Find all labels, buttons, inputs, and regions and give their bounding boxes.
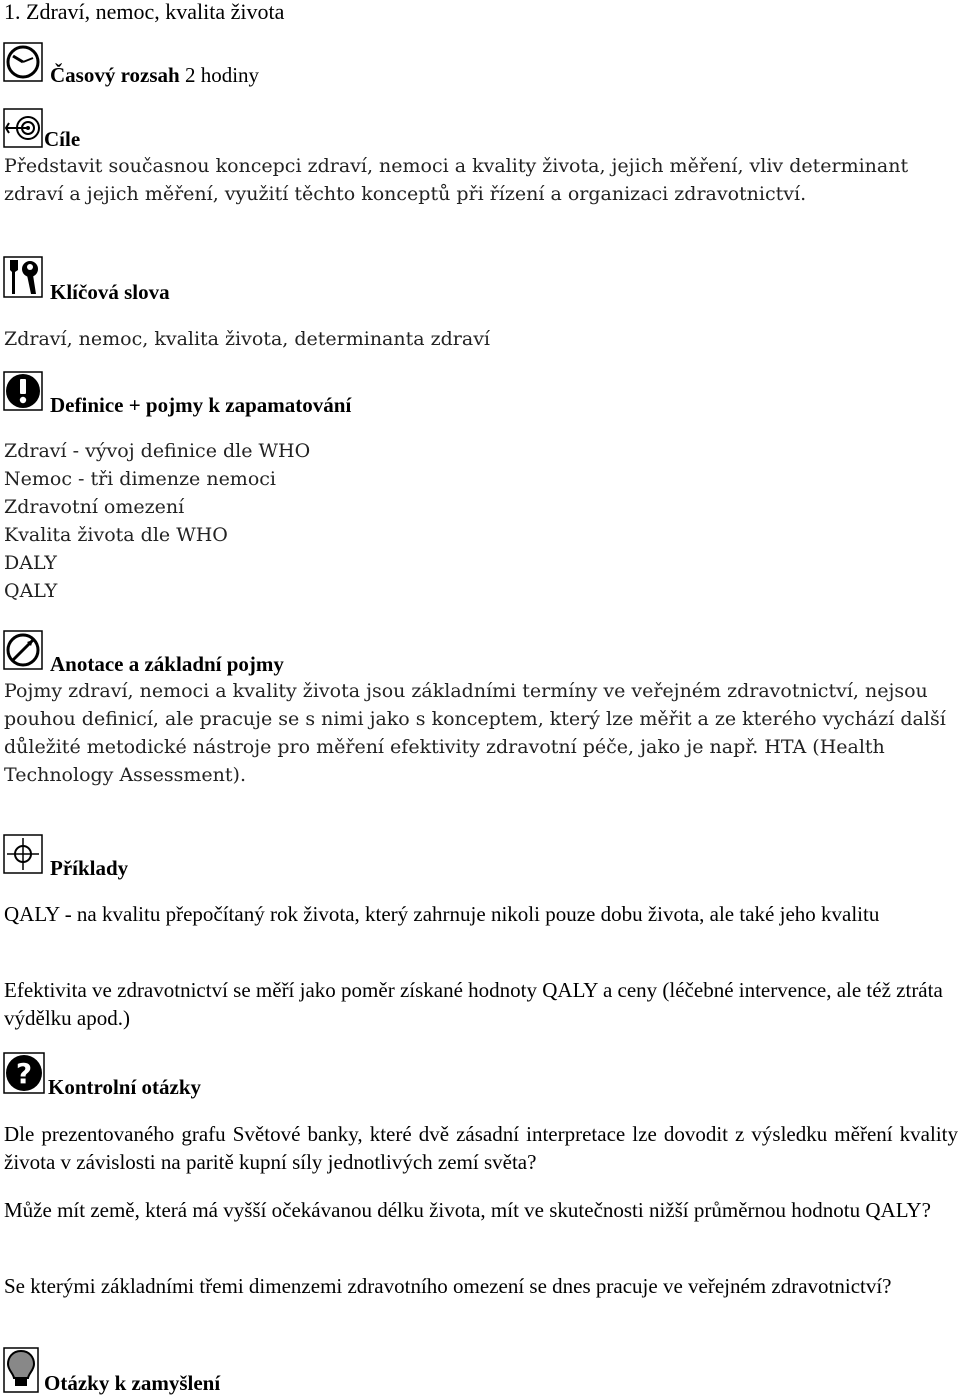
definition-item: DALY	[4, 552, 57, 574]
goals-line-2: zdraví a jejich měření, využití těchto konceptů při řízení a organizaci zdravotnictví.	[4, 183, 807, 205]
definition-item: Zdravotní omezení	[4, 496, 185, 518]
example-paragraph: QALY - na kvalitu přepočítaný rok života, který zahrnuje nikoli pouze dobu života, ale také jeho kvalitu	[4, 902, 880, 926]
goals-line-1: Představit současnou koncepci zdraví, nemoci a kvality života, jejich měření, vliv determinant	[4, 155, 909, 177]
annotation-line: pouhou definicí, ale pracuje se s nimi jako s konceptem, který lze měřit a ze kterého vychází další	[4, 708, 946, 730]
goals-heading: Cíle	[44, 127, 81, 151]
control-question: Dle prezentovaného grafu Světové banky, které dvě zásadní interpretace lze dovodit z výsledku měření kvality života v závislosti na paritě kupní síly jednotlivých zemí světa?	[4, 1122, 958, 1174]
annotation-line: důležité metodické nástroje pro měření efektivity zdravotní péče, jako je např. HTA (Health	[4, 736, 885, 758]
lightbulb-icon	[3, 1347, 39, 1393]
examples-heading: Příklady	[50, 856, 129, 880]
time-range	[50, 61, 259, 89]
svg-text:?: ?	[15, 1057, 33, 1090]
target-arrow-icon	[3, 108, 43, 148]
exclamation-icon	[3, 371, 43, 411]
question-icon	[3, 1052, 45, 1094]
control-heading: Kontrolní otázky	[48, 1075, 202, 1099]
definition-item: Kvalita života dle WHO	[4, 524, 228, 546]
compass-icon	[3, 630, 43, 670]
definition-item: Zdraví - vývoj definice dle WHO	[4, 440, 311, 462]
definitions-heading: Definice + pojmy k zapamatování	[50, 393, 352, 417]
definition-item: Nemoc - tři dimenze nemoci	[4, 468, 276, 490]
annotation-line: Technology Assessment).	[4, 764, 246, 786]
key-icon	[3, 256, 43, 298]
example-paragraph: Efektivita ve zdravotnictví se měří jako poměr získané hodnoty QALY a ceny (léčebné intervence, ale též ztráta výdělku apod.)	[4, 978, 943, 1030]
clock-icon	[3, 42, 43, 82]
control-question: Se kterými základními třemi dimenzemi zdravotního omezení se dnes pracuje ve veřejném zdravotnictví?	[4, 1274, 892, 1298]
keywords-heading: Klíčová slova	[50, 280, 170, 304]
control-question: Může mít země, která má vyšší očekávanou délku života, mít ve skutečnosti nižší průměrnou hodnotu QALY?	[4, 1198, 931, 1222]
chapter-title: 1. Zdraví, nemoc, kvalita života	[4, 0, 285, 24]
keywords-text: Zdraví, nemoc, kvalita života, determinanta zdraví	[4, 328, 491, 350]
annotation-line: Pojmy zdraví, nemoci a kvality života jsou základními termíny ve veřejném zdravotnictví, nejsou	[4, 680, 928, 702]
annotation-heading: Anotace a základní pojmy	[50, 652, 284, 676]
time-value: 2 hodiny	[184, 63, 260, 87]
time-label: Časový rozsah	[50, 63, 180, 87]
definition-item: QALY	[4, 580, 58, 602]
reflection-heading: Otázky k zamyšlení	[44, 1371, 221, 1395]
crosshair-icon	[3, 834, 43, 874]
